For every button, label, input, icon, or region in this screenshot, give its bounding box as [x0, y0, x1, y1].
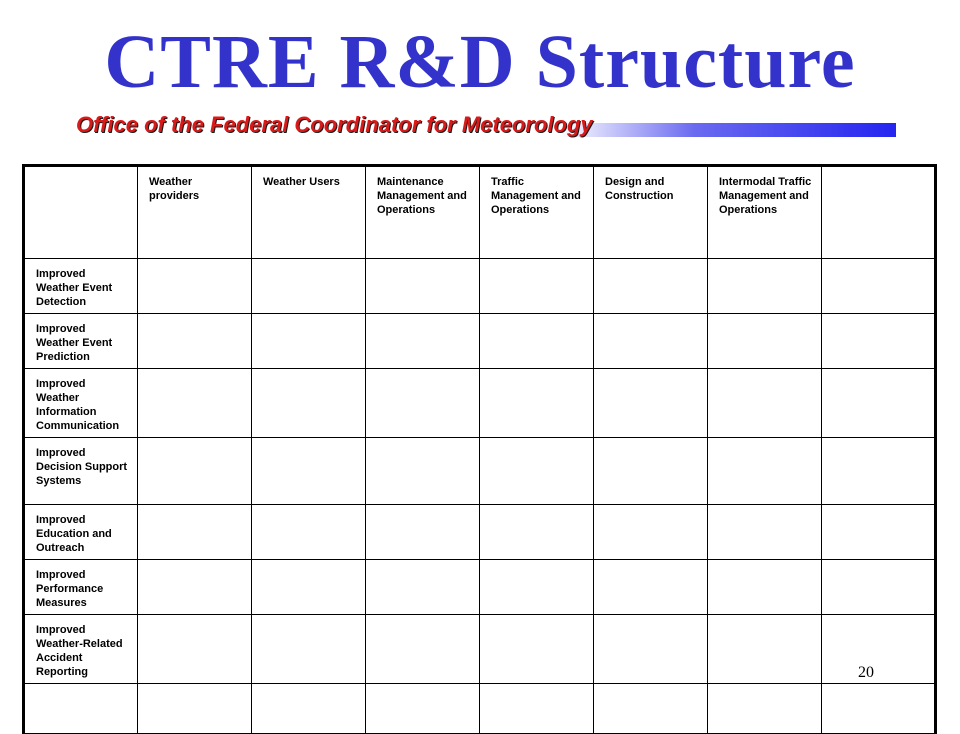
table-cell — [480, 369, 594, 438]
column-header: Traffic Management and Operations — [480, 166, 594, 259]
row-header: Improved Weather Event Detection — [24, 259, 138, 314]
subtitle-gradient-bar — [560, 123, 896, 137]
table-cell — [708, 314, 822, 369]
table-cell — [822, 684, 936, 734]
row-header: Improved Performance Measures — [24, 560, 138, 615]
table-cell — [822, 505, 936, 560]
table-row — [24, 560, 936, 615]
header-row — [24, 166, 936, 259]
rd-structure-table — [22, 164, 937, 734]
slide-subtitle: Office of the Federal Coordinator for Meteorology — [76, 112, 593, 137]
table-cell — [366, 314, 480, 369]
table-cell — [252, 438, 366, 505]
table-cell — [252, 314, 366, 369]
row-header: Improved Weather Information Communication — [24, 369, 138, 438]
table-cell — [366, 505, 480, 560]
column-header: Weather Users — [252, 166, 366, 259]
row-header: Improved Decision Support Systems — [24, 438, 138, 505]
table-cell — [480, 560, 594, 615]
table-cell — [138, 259, 252, 314]
table-cell — [366, 438, 480, 505]
table-cell — [138, 505, 252, 560]
table-cell — [594, 314, 708, 369]
row-header: Improved Education and Outreach — [24, 505, 138, 560]
table-cell — [822, 615, 936, 684]
table-row — [24, 438, 936, 505]
row-header: Improved Weather-Related Accident Reporting — [24, 615, 138, 684]
column-header: Design and Construction — [594, 166, 708, 259]
table-cell — [252, 684, 366, 734]
table-cell — [366, 684, 480, 734]
table-row — [24, 314, 936, 369]
row-header: Improved Weather Event Prediction — [24, 314, 138, 369]
table-cell — [708, 615, 822, 684]
table-cell — [708, 438, 822, 505]
table-cell — [594, 369, 708, 438]
table-cell — [708, 369, 822, 438]
column-header — [24, 166, 138, 259]
table-cell — [480, 314, 594, 369]
table-cell — [822, 438, 936, 505]
table-cell — [708, 505, 822, 560]
table-cell — [594, 259, 708, 314]
table-cell — [138, 684, 252, 734]
table-row — [24, 259, 936, 314]
table-cell — [252, 560, 366, 615]
row-header — [24, 684, 138, 734]
table-cell — [480, 684, 594, 734]
table-cell — [366, 560, 480, 615]
table-cell — [822, 369, 936, 438]
table-cell — [594, 560, 708, 615]
table-row — [24, 615, 936, 684]
table-cell — [138, 615, 252, 684]
table-cell — [480, 438, 594, 505]
table-cell — [138, 438, 252, 505]
table-cell — [366, 259, 480, 314]
column-header: Weather providers — [138, 166, 252, 259]
table-cell — [480, 259, 594, 314]
table-cell — [594, 505, 708, 560]
table-cell — [252, 369, 366, 438]
table-cell — [480, 615, 594, 684]
table-cell — [822, 259, 936, 314]
table-cell — [708, 684, 822, 734]
table-row — [24, 684, 936, 734]
table-row — [24, 369, 936, 438]
table-cell — [708, 259, 822, 314]
page-number: 20 — [858, 664, 874, 681]
table-cell — [594, 615, 708, 684]
table-cell — [252, 615, 366, 684]
table-cell — [480, 505, 594, 560]
table-cell — [594, 684, 708, 734]
table-cell — [366, 615, 480, 684]
table-cell — [252, 505, 366, 560]
table-cell — [594, 438, 708, 505]
table-cell — [708, 560, 822, 615]
table-cell — [138, 314, 252, 369]
table-row — [24, 505, 936, 560]
column-header: Intermodal Traffic Management and Operations — [708, 166, 822, 259]
table-cell — [252, 259, 366, 314]
column-header — [822, 166, 936, 259]
slide-title: CTRE R&D Structure — [104, 20, 856, 104]
table-cell — [822, 560, 936, 615]
table-cell — [138, 369, 252, 438]
table-cell — [138, 560, 252, 615]
column-header: Maintenance Management and Operations — [366, 166, 480, 259]
table-cell — [822, 314, 936, 369]
table-cell — [366, 369, 480, 438]
